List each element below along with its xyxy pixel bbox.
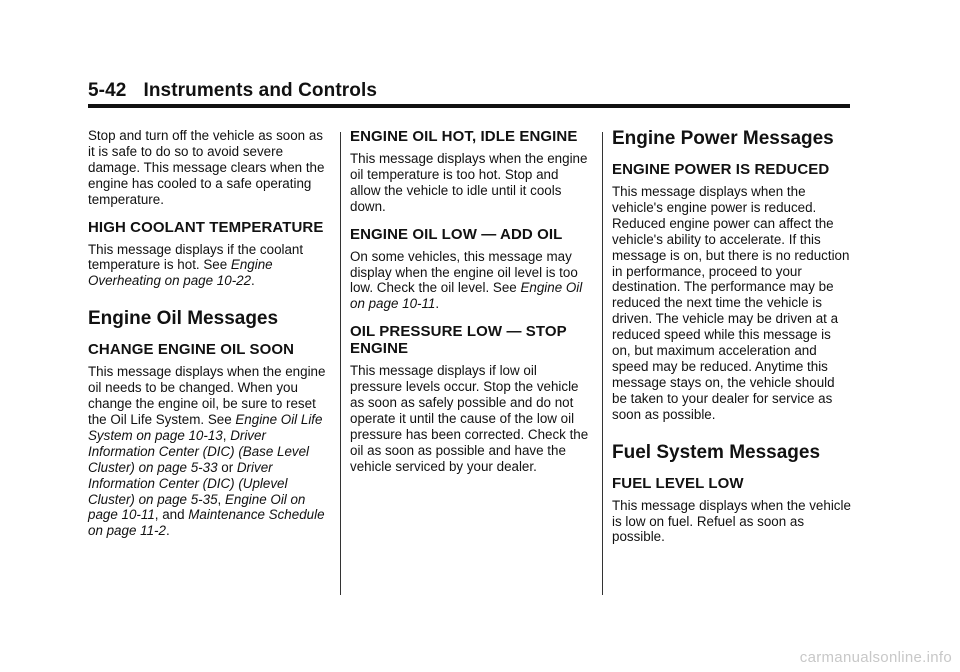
section-engine-power-messages: Engine Power Messages	[612, 128, 834, 149]
column-3	[612, 128, 852, 552]
link-engine-oil-2[interactable]: Engine Oil on page 10-11	[350, 280, 583, 312]
paragraph-oil-low: On some vehicles, this message may display when the engine oil level is too low. Check the oil level. See Engine Oil on page 10-11.	[350, 248, 583, 312]
paragraph-oil-pressure: This message displays if low oil pressure levels occur. Stop the vehicle as soon as safely possible and do not operate it until the cause of the low oil pressure has been corrected. Check the oil as soon as possible and have the vehicle serviced by your dealer.	[350, 363, 589, 474]
paragraph-coolant: This message displays if the coolant temperature is hot. See Engine Overheating on page 10-22.	[88, 241, 304, 289]
heading-high-coolant: HIGH COOLANT TEMPERATURE	[88, 218, 324, 236]
column-divider-1	[340, 132, 341, 595]
column-divider-2	[602, 132, 603, 595]
link-oil-life-system[interactable]: Engine Oil Life System on page 10-13	[88, 411, 323, 443]
heading-oil-low: ENGINE OIL LOW — ADD OIL	[350, 225, 563, 243]
watermark: carmanualsonline.info	[799, 649, 952, 666]
paragraph-change-oil: This message displays when the engine oil needs to be changed. When you change the engine oil, be sure to reset the Oil Life System. See Engine Oil Life System on page 10-13, Driver Information Center (DIC) (Base Level Cluster) on page 5-33 or Driver Information Center (DIC) (Uplevel Cluster) on page 5-35, Engine Oil on page 10-11, and Maintenance Schedule on page 11-2.	[88, 364, 326, 539]
link-engine-overheating[interactable]: Engine Overheating on page 10-22	[88, 257, 273, 289]
column-2	[350, 128, 590, 482]
paragraph-stop-engine: Stop and turn off the vehicle as soon as it is safe to do so to avoid severe damage. This message clears when the engine has cooled to a safe operating temperature.	[88, 128, 325, 207]
heading-oil-pressure: OIL PRESSURE LOW — STOP ENGINE	[350, 323, 567, 358]
paragraph-power-reduced: This message displays when the vehicle's engine power is reduced. Reduced engine power can affect the vehicle's ability to accelerate. If this message is on, but there is no reduction in performance, proceed to your destination. The performance may be reduced the next time the vehicle is driven. The vehicle may be driven at a reduced speed while this message is on, but maximum acceleration and speed may be reduced. Anytime this message stays on, the vehicle should be taken to your dealer for service as soon as possible.	[612, 184, 850, 422]
paragraph-oil-hot: This message displays when the engine oil temperature is too hot. Stop and allow the vehicle to idle until it cools down.	[350, 151, 588, 214]
heading-change-oil: CHANGE ENGINE OIL SOON	[88, 341, 295, 359]
heading-oil-hot: ENGINE OIL HOT, IDLE ENGINE	[350, 128, 578, 145]
section-fuel-system-messages: Fuel System Messages	[612, 441, 821, 463]
paragraph-fuel-low: This message displays when the vehicle is low on fuel. Refuel as soon as possible.	[612, 497, 851, 545]
link-maintenance-schedule[interactable]: Maintenance Schedule on page 11-2	[88, 507, 325, 539]
heading-fuel-low: FUEL LEVEL LOW	[612, 474, 744, 492]
page-header	[88, 80, 377, 102]
link-engine-oil[interactable]: Engine Oil on page 10-11	[88, 491, 306, 523]
chapter-title: Instruments and Controls	[143, 80, 378, 101]
heading-power-reduced: ENGINE POWER IS REDUCED	[612, 161, 830, 178]
link-dic-base[interactable]: Driver Information Center (DIC) (Base Level Cluster) on page 5-33	[88, 427, 310, 475]
link-dic-uplevel[interactable]: Driver Information Center (DIC) (Uplevel Cluster) on page 5-35	[88, 459, 288, 507]
column-1	[88, 128, 328, 546]
page-number: 5-42	[88, 80, 127, 101]
section-engine-oil-messages: Engine Oil Messages	[88, 308, 279, 330]
header-rule	[88, 104, 850, 108]
